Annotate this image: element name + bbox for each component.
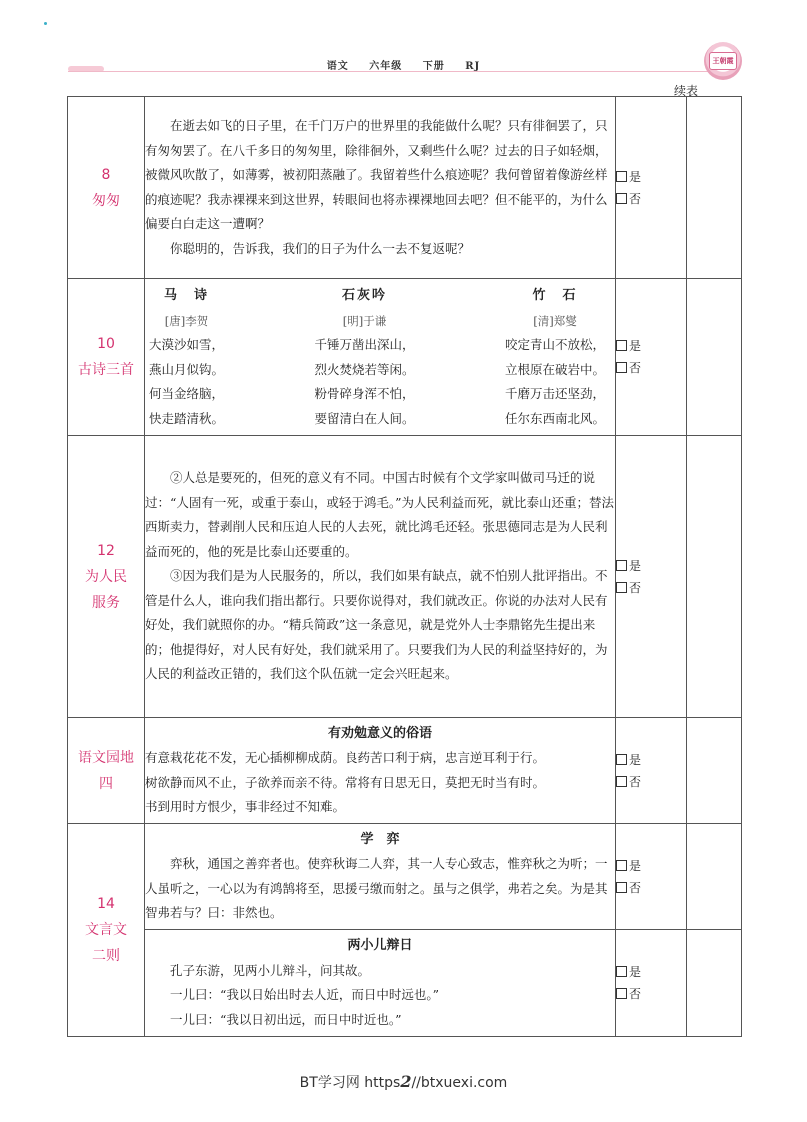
check-cell	[616, 436, 687, 718]
lesson-cell	[68, 436, 145, 718]
blank-cell	[687, 97, 742, 279]
check-cell	[616, 930, 687, 1037]
option-yes[interactable]: 是	[616, 555, 686, 577]
text-paragraph: 弈秋，通国之善弈者也。使弈秋诲二人弈，其一人专心致志，惟弈秋之为听；一人虽听之，一心以为有鸿鹄将至，思援弓缴而射之。虽与之俱学，弗若之矣。为是其智弗若与？曰：非然也。	[145, 856, 608, 920]
poem-line: 何当金络脑，	[149, 386, 225, 401]
poem-line: 要留清白在人间。	[314, 410, 415, 426]
section-title: 学 弈	[360, 831, 400, 847]
poem-group	[145, 283, 615, 431]
poem-title: 竹 石	[532, 288, 578, 303]
lesson-name: 匆匆	[92, 192, 120, 209]
lesson-cell	[68, 97, 145, 279]
poem-line: 千磨万击还坚劲，	[504, 386, 605, 401]
table-row	[68, 97, 742, 279]
checkbox-icon[interactable]	[616, 362, 627, 373]
table-row	[68, 279, 742, 436]
checkbox-icon[interactable]	[616, 340, 627, 351]
text-paragraph: ②人总是要死的，但死的意义有不同。中国古时候有个文学家叫做司马迁的说过：“人固有一死，或重于泰山，或轻于鸿毛。”为人民利益而死，就比泰山还重；替法西斯卖力，替剥削人民和压迫人民的人去死，就比鸿毛还轻。张思德同志是为人民利益而死的，他的死是比泰山还要重的。	[145, 470, 615, 559]
poem-author: [清]郑燮	[533, 314, 577, 328]
option-no[interactable]: 否	[616, 771, 686, 793]
option-no[interactable]: 否	[616, 983, 686, 1005]
option-yes[interactable]: 是	[616, 335, 686, 357]
poem	[149, 283, 224, 431]
poem-line: 快走踏清秋。	[149, 410, 225, 426]
publisher-logo	[704, 42, 742, 80]
checkbox-icon[interactable]	[616, 560, 627, 571]
checkbox-icon[interactable]	[616, 754, 627, 765]
page-footer	[0, 1072, 807, 1092]
option-no[interactable]: 否	[616, 877, 686, 899]
poem-title: 马 诗	[164, 288, 210, 303]
continued-label: 续表	[674, 84, 699, 98]
page-number: 2	[400, 1072, 412, 1091]
content-cell	[145, 279, 616, 436]
lesson-name: 语文园地四	[78, 749, 134, 792]
table-row	[68, 824, 742, 930]
option-no[interactable]: 否	[616, 188, 686, 210]
blank-cell	[687, 718, 742, 824]
text-paragraph: ③因为我们是为人民服务的，所以，我们如果有缺点，就不怕别人批评指出。不管是什么人，谁向我们指出都行。只要你说得对，我们就改正。你说的办法对人民有好处，我们就照你的办。“精兵简政”这一条意见，就是党外人士李鼎铭先生提出来的；他提得好，对人民有好处，我们就采用了。只要我们为人民的利益坚持好的，为人民的利益改正错的，我们这个队伍就一定会兴旺起来。	[145, 568, 608, 682]
header-grade: 六年级	[369, 61, 403, 72]
blank-cell	[687, 824, 742, 930]
text-paragraph: 一儿曰：“我以日初出远，而日中时近也。”	[170, 1011, 402, 1027]
lesson-number: 10	[97, 336, 115, 352]
option-yes[interactable]: 是	[616, 749, 686, 771]
decorative-dot	[44, 22, 47, 25]
table-row	[68, 718, 742, 824]
header-edition: RJ	[465, 61, 481, 72]
section-title: 两小儿辩日	[347, 938, 413, 953]
checkbox-icon[interactable]	[616, 193, 627, 204]
option-yes[interactable]: 是	[616, 166, 686, 188]
text-paragraph: 孔子东游，见两小儿辩斗，问其故。	[170, 962, 371, 978]
option-yes[interactable]: 是	[616, 961, 686, 983]
check-cell	[616, 97, 687, 279]
content-cell	[145, 930, 616, 1037]
proverb-line: 书到用时方恨少，事非经过不知难。	[145, 799, 346, 814]
logo-text: 王朝霞	[709, 52, 737, 70]
content-cell	[145, 824, 616, 930]
text-paragraph: 你聪明的，告诉我，我们的日子为什么一去不复返呢？	[170, 240, 471, 256]
proverb-line: 树欲静而风不止，子欲养而亲不待。常将有日思无日，莫把无时当有时。	[145, 774, 546, 790]
blank-cell	[687, 436, 742, 718]
content-cell	[145, 718, 616, 824]
checkbox-icon[interactable]	[616, 988, 627, 999]
poem-line: 千锤万凿出深山，	[314, 337, 415, 352]
checkbox-icon[interactable]	[616, 171, 627, 182]
content-cell	[145, 97, 616, 279]
lesson-name: 文言文二则	[85, 922, 127, 964]
poem-line: 燕山月似钩。	[149, 361, 225, 377]
blank-cell	[687, 930, 742, 1037]
poem-line: 立根原在破岩中。	[504, 361, 605, 377]
poem-author: [明]于谦	[342, 314, 387, 328]
option-no[interactable]: 否	[616, 357, 686, 379]
poem-line: 任尔东西南北风。	[504, 410, 605, 426]
lesson-number: 12	[97, 542, 115, 559]
recitation-table	[67, 96, 742, 1037]
poem-line: 咬定青山不放松，	[504, 337, 605, 352]
table-row	[68, 436, 742, 718]
checkbox-icon[interactable]	[616, 860, 627, 871]
section-title: 有劝勉意义的俗语	[327, 725, 432, 741]
lesson-cell	[68, 718, 145, 824]
check-cell	[616, 279, 687, 436]
lesson-cell	[68, 279, 145, 436]
checkbox-icon[interactable]	[616, 582, 627, 593]
header-term: 下册	[422, 61, 445, 72]
poem	[505, 283, 605, 431]
footer-url: //btxuexi.com	[411, 1075, 508, 1091]
proverb-line: 有意栽花花不发，无心插柳柳成荫。良药苦口利于病，忠言逆耳利于行。	[145, 750, 546, 765]
text-paragraph: 在逝去如飞的日子里，在千门万户的世界里的我能做什么呢？只有徘徊罢了，只有匆匆罢了。在八千多日的匆匆里，除徘徊外，又剩些什么呢？过去的日子如轻烟，被微风吹散了，如薄雾，被初阳蒸融了。我留着些什么痕迹呢？我何曾留着像游丝样的痕迹呢？我赤裸裸来到这世界，转眼间也将赤裸裸地回去吧？但不能平的，为什么偏要白白走这一遭啊？	[145, 118, 608, 231]
checkbox-icon[interactable]	[616, 776, 627, 787]
checkbox-icon[interactable]	[616, 966, 627, 977]
poem	[314, 283, 414, 431]
content-cell	[145, 436, 616, 718]
blank-cell	[687, 279, 742, 436]
footer-site: BT学习网 https	[299, 1075, 401, 1091]
poem-line: 烈火焚烧若等闲。	[314, 361, 415, 377]
check-cell	[616, 824, 687, 930]
lesson-number: 14	[97, 896, 115, 912]
page-header	[0, 57, 807, 72]
check-cell	[616, 718, 687, 824]
poem-line: 大漠沙如雪，	[149, 337, 225, 352]
poem-line: 粉骨碎身浑不怕，	[314, 386, 415, 401]
poem-title: 石灰吟	[341, 288, 387, 303]
lesson-cell	[68, 824, 145, 1037]
lesson-number: 8	[101, 166, 111, 183]
lesson-name: 古诗三首	[78, 362, 134, 378]
option-yes[interactable]: 是	[616, 855, 686, 877]
text-paragraph: 一儿曰：“我以日始出时去人近，而日中时远也。”	[170, 987, 440, 1002]
header-subject: 语文	[326, 61, 349, 72]
checkbox-icon[interactable]	[616, 882, 627, 893]
table-row	[68, 930, 742, 1037]
lesson-name: 为人民服务	[85, 568, 127, 611]
option-no[interactable]: 否	[616, 577, 686, 599]
poem-author: [唐]李贺	[164, 314, 209, 328]
